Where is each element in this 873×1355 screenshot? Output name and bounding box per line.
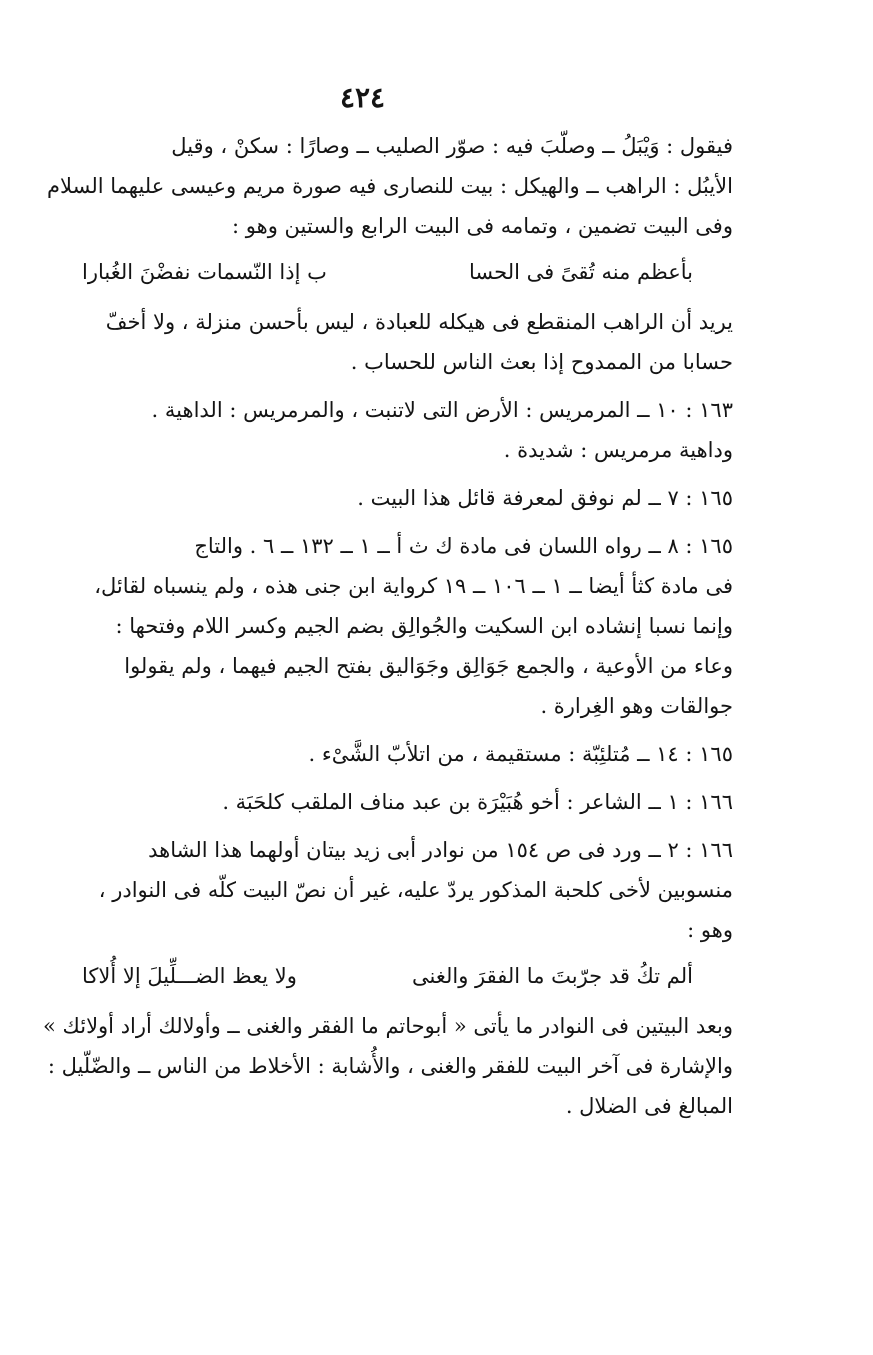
text-line: المبالغ فى الضلال . bbox=[565, 1094, 733, 1118]
note-166-2 bbox=[22, 830, 733, 950]
note-166-1 bbox=[22, 782, 733, 822]
text-line: فى مادة كثأ أيضا ــ ١ ــ ١٠٦ ــ ١٩ كرواية ابن جنى هذه ، ولم ينسباه لقائل، bbox=[94, 574, 733, 598]
text-line: وإنما نسبا إنشاده ابن السكيت والجُوالِق بضم الجيم وكسر اللام وفتحها : bbox=[115, 614, 733, 638]
text-line: جوالقات وهو الغِرارة . bbox=[540, 694, 733, 718]
verse-hemistich-first: بأعظم منه تُقىً فى الحسا bbox=[469, 260, 693, 284]
text-line: وهو : bbox=[687, 918, 733, 942]
page-number: ٤٢٤ bbox=[339, 81, 386, 114]
verse-hemistich-second: ولا يعظ الضـــلِّيلَ إلا أُلاكا bbox=[82, 964, 297, 988]
text-line: منسوبين لأخى كلحبة المذكور يردّ عليه، غير أن نصّ البيت كلّه فى النوادر ، bbox=[98, 878, 733, 902]
text-line: وداهية مرمريس : شديدة . bbox=[503, 438, 733, 462]
verse-hemistich-first: ألم تكُ قد جرّبتَ ما الفقرَ والغنى bbox=[412, 964, 693, 988]
verse-hemistich-second: ب إذا النّسمات نفضْنَ الغُبارا bbox=[82, 260, 327, 284]
note-163-10 bbox=[22, 390, 733, 470]
intro-paragraph bbox=[22, 126, 733, 246]
explanation-paragraph bbox=[22, 302, 733, 382]
text-line: وعاء من الأوعية ، والجمع جَوَالِق وجَوَاليق بفتح الجيم فيهما ، ولم يقولوا bbox=[124, 654, 733, 678]
text-line: ١٦٦ : ١ ــ الشاعر : أخو هُبَيْرَة بن عبد مناف الملقب كلحَبَة . bbox=[222, 790, 733, 814]
text-line: ١٦٦ : ٢ ــ ورد فى ص ١٥٤ من نوادر أبى زيد بيتان أولهما هذا الشاهد bbox=[148, 838, 733, 862]
note-165-7 bbox=[22, 478, 733, 518]
text-line: ١٦٥ : ٧ ــ لم نوفق لمعرفة قائل هذا البيت . bbox=[357, 486, 733, 510]
verse-2 bbox=[22, 956, 733, 996]
text-line: يريد أن الراهب المنقطع فى هيكله للعبادة ، ليس بأحسن منزلة ، ولا أخفّ bbox=[105, 310, 733, 334]
text-line: وبعد البيتين فى النوادر ما يأتى « أبوحاتم ما الفقر والغنى ــ وأولالك أراد أولائك » bbox=[43, 1014, 733, 1038]
text-line: ١٦٣ : ١٠ ــ المرمريس : الأرض التى لاتنبت ، والمرمريس : الداهية . bbox=[151, 398, 733, 422]
note-165-14 bbox=[22, 734, 733, 774]
text-line: فيقول : وَيْبَلُ ــ وصلّبَ فيه : صوّر الصليب ــ وصارًا : سكنْ ، وقيل bbox=[171, 134, 733, 158]
text-line: ١٦٥ : ١٤ ــ مُتلئِبّة : مستقيمة ، من اتلأبّ الشَّىْء . bbox=[308, 742, 733, 766]
verse-1 bbox=[22, 252, 733, 292]
text-line: ١٦٥ : ٨ ــ رواه اللسان فى مادة ك ث أ ــ ١ ــ ١٣٢ ــ ٦ . والتاج bbox=[194, 534, 733, 558]
text-line: الأيبُل : الراهب ــ والهيكل : بيت للنصارى فيه صورة مريم وعيسى عليهما السلام bbox=[47, 174, 733, 198]
text-line: حسابا من الممدوح إذا بعث الناس للحساب . bbox=[350, 350, 733, 374]
text-line: وفى البيت تضمين ، وتمامه فى البيت الرابع والستين وهو : bbox=[232, 214, 733, 238]
closing-paragraph bbox=[22, 1006, 733, 1126]
note-165-8 bbox=[22, 526, 733, 726]
text-line: والإشارة فى آخر البيت للفقر والغنى ، والأُشابة : الأخلاط من الناس ــ والضّلّيل : bbox=[47, 1054, 733, 1078]
